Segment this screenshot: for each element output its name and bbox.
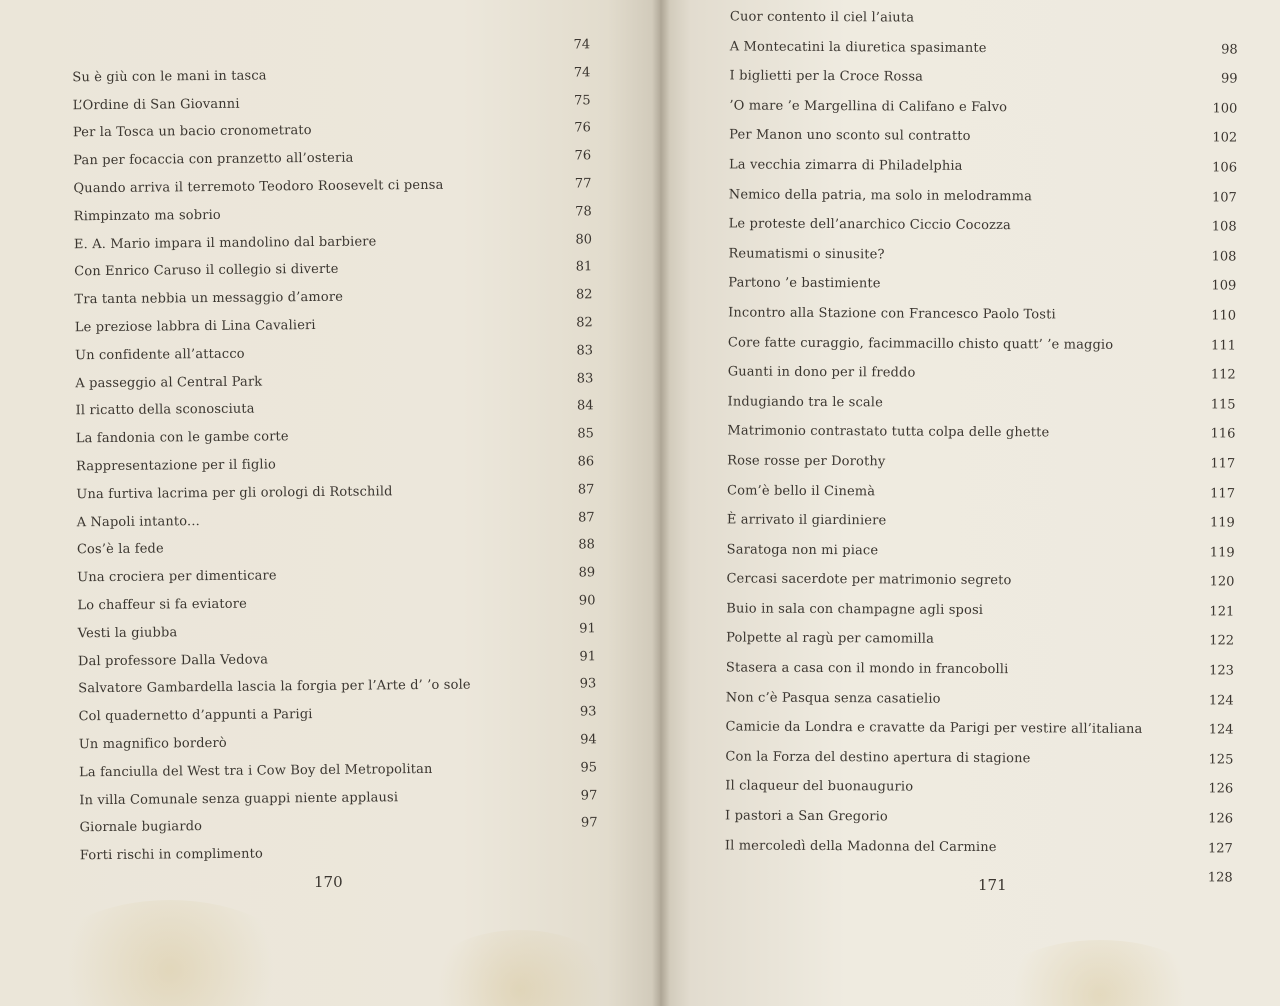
toc-entry-page: 83 xyxy=(576,343,594,359)
toc-entry-page: 91 xyxy=(579,621,596,637)
toc-entry xyxy=(660,61,1280,94)
toc-entry-title: Le proteste dell’anarchico Ciccio Cocozza xyxy=(728,216,1012,234)
toc-entry-title: Nemico della patria, ma solo in melodramma xyxy=(728,186,1033,204)
toc-entry-page: 116 xyxy=(1210,426,1236,442)
toc-entry xyxy=(660,120,1279,153)
toc-entry-title: Tra tanta nebbia un messaggio d’amore xyxy=(74,289,344,308)
toc-entry xyxy=(660,2,1280,35)
toc-entry-title: Le preziose labbra di Lina Cavalieri xyxy=(74,317,316,336)
toc-entry-page: 82 xyxy=(576,315,593,331)
toc-entry-title: Cuor contento il ciel l’aiuta xyxy=(729,9,915,26)
toc-entry xyxy=(660,535,1277,568)
toc-entry-page: 123 xyxy=(1209,663,1234,679)
toc-entry-title: È arrivato il giardiniere xyxy=(726,512,887,529)
toc-entry-page: 83 xyxy=(576,370,594,387)
right-page xyxy=(660,0,1280,1006)
toc-entry-page: 124 xyxy=(1208,722,1234,738)
toc-entry-page: 90 xyxy=(578,593,596,609)
toc-entry xyxy=(660,91,1279,124)
toc-entry xyxy=(660,860,1275,893)
toc-entry-page: 75 xyxy=(574,92,591,109)
toc-entry-title: Partono ’e bastimiente xyxy=(728,275,881,292)
toc-entry-page: 126 xyxy=(1208,781,1234,797)
toc-entry-page: 84 xyxy=(576,398,594,414)
toc-entry-title: A passeggio al Central Park xyxy=(75,374,263,391)
toc-entry xyxy=(660,564,1277,597)
toc-entry xyxy=(660,268,1278,301)
toc-entry-page: 99 xyxy=(1220,71,1238,87)
toc-entry xyxy=(660,32,1280,65)
toc-entry-title: Lo chaffeur si fa eviatore xyxy=(77,596,248,614)
toc-entry-page: 108 xyxy=(1211,249,1237,265)
toc-entry-page: 102 xyxy=(1212,130,1238,146)
toc-entry-title: Con la Forza del destino apertura di stagione xyxy=(725,749,1031,767)
toc-entry-title: Salvatore Gambardella lascia la forgia per l’Arte d’ ’o sole xyxy=(78,677,471,697)
toc-entry xyxy=(660,298,1278,331)
page-number: 170 xyxy=(314,873,343,891)
toc-entry-title: A Napoli intanto... xyxy=(76,513,200,530)
table-of-contents-right xyxy=(660,2,1280,894)
toc-entry-title: Incontro alla Stazione con Francesco Paolo Tosti xyxy=(728,305,1056,323)
toc-entry xyxy=(660,594,1276,627)
toc-entry-page xyxy=(538,837,598,838)
toc-entry-title: I pastori a San Gregorio xyxy=(724,808,888,825)
toc-entry-page: 115 xyxy=(1210,397,1236,413)
toc-entry-title: Un magnifico borderò xyxy=(78,735,227,753)
toc-entry-title: Per la Tosca un bacio cronometrato xyxy=(72,123,312,141)
toc-entry-page: 109 xyxy=(1211,278,1237,294)
toc-entry-title: Dal professore Dalla Vedova xyxy=(77,651,269,669)
paper-stain xyxy=(420,930,620,1006)
toc-entry xyxy=(660,623,1276,656)
toc-entry-title: Una furtiva lacrima per gli orologi di Rotschild xyxy=(76,484,393,503)
toc-entry-title: ’O mare ’e Margellina di Califano e Falvo xyxy=(729,98,1008,115)
toc-entry-page: 76 xyxy=(574,120,591,136)
toc-entry-page: 86 xyxy=(577,454,595,470)
toc-entry xyxy=(660,416,1277,449)
toc-entry-title: Indugiando tra le scale xyxy=(727,394,884,411)
table-of-contents-left xyxy=(0,31,660,871)
toc-entry-page: 87 xyxy=(577,482,595,498)
toc-entry-title: Pan per focaccia con pranzetto all’osteria xyxy=(73,150,354,169)
toc-entry-title: E. A. Mario impara il mandolino dal barbiere xyxy=(73,233,377,252)
toc-entry-page: 120 xyxy=(1209,574,1235,590)
toc-entry xyxy=(660,831,1275,864)
toc-entry-title: Camicie da Londra e cravatte da Parigi per vestire all’italiana xyxy=(725,719,1143,738)
toc-entry-page: 76 xyxy=(574,148,592,164)
paper-stain xyxy=(40,900,300,1006)
toc-entry-title: Guanti in dono per il freddo xyxy=(727,364,916,381)
toc-entry xyxy=(660,180,1279,213)
toc-entry-page: 106 xyxy=(1212,160,1238,176)
toc-entry-title: Il claqueur del buonaugurio xyxy=(725,778,914,795)
toc-entry-page: 98 xyxy=(1221,42,1238,58)
toc-entry-title: Col quadernetto d’appunti a Parigi xyxy=(78,707,313,725)
toc-entry-title: Core fatte curaggio, facimmacillo chisto quatt’ ’e maggio xyxy=(727,334,1114,353)
toc-entry-title: Reumatismi o sinusite? xyxy=(728,246,885,263)
toc-entry xyxy=(660,150,1279,183)
toc-entry-title: La fanciulla del West tra i Cow Boy del Metropolitan xyxy=(78,761,433,780)
toc-entry-title: Vesti la giubba xyxy=(77,625,178,642)
toc-entry-title: In villa Comunale senza guappi niente applausi xyxy=(79,789,399,808)
toc-entry-title: Per Manon uno sconto sul contratto xyxy=(729,127,971,145)
toc-entry xyxy=(660,475,1277,508)
toc-entry-title: Forti rischi in complimento xyxy=(79,846,264,864)
toc-entry-page: 88 xyxy=(578,537,595,553)
toc-entry-page: 80 xyxy=(575,231,593,248)
toc-entry-page: 117 xyxy=(1210,485,1236,502)
toc-entry-title: La fandonia con le gambe corte xyxy=(75,429,289,447)
toc-entry-title: Non c’è Pasqua senza casatielio xyxy=(725,690,941,707)
toc-entry-title: Cos’è la fede xyxy=(76,541,164,558)
toc-entry-page: 94 xyxy=(580,732,597,748)
toc-entry-title: Una crociera per dimenticare xyxy=(77,568,277,586)
toc-entry xyxy=(660,712,1276,745)
toc-entry-page: 119 xyxy=(1209,515,1235,531)
toc-entry-page: 107 xyxy=(1211,189,1237,206)
toc-entry-page: 97 xyxy=(580,787,598,803)
toc-entry-title: Rose rosse per Dorothy xyxy=(727,453,886,470)
toc-entry-page: 127 xyxy=(1207,840,1233,857)
toc-entry xyxy=(660,446,1277,479)
toc-entry-title: Com’è bello il Cinemà xyxy=(726,482,876,499)
toc-entry xyxy=(8,837,660,871)
toc-entry-title: L’Ordine di San Giovanni xyxy=(72,96,240,113)
toc-entry-page: 100 xyxy=(1212,101,1238,117)
toc-entry-page: 119 xyxy=(1209,545,1235,561)
toc-entry xyxy=(660,387,1278,420)
toc-entry xyxy=(660,771,1275,804)
toc-entry-page: 124 xyxy=(1208,693,1234,709)
toc-entry xyxy=(660,239,1279,272)
toc-entry-title: Quando arriva il terremoto Teodoro Roosevelt ci pensa xyxy=(73,177,444,197)
toc-entry-page: 121 xyxy=(1209,604,1235,620)
toc-entry-page: 117 xyxy=(1210,456,1236,472)
toc-entry xyxy=(660,683,1276,716)
toc-entry-page: 82 xyxy=(575,287,593,303)
toc-entry-page: 87 xyxy=(578,509,595,526)
page-number: 171 xyxy=(978,876,1007,894)
toc-entry-title: Cercasi sacerdote per matrimonio segreto xyxy=(726,571,1012,589)
toc-entry-page: 126 xyxy=(1208,811,1234,827)
toc-entry-page: 122 xyxy=(1209,633,1235,649)
toc-entry-title: Giornale bugiardo xyxy=(79,819,203,836)
toc-entry-page: 91 xyxy=(579,648,597,664)
paper-stain xyxy=(990,940,1210,1006)
toc-entry-title: Rappresentazione per il figlio xyxy=(76,457,277,475)
toc-entry-page: 74 xyxy=(573,65,591,81)
toc-entry-title: Su è giù con le mani in tasca xyxy=(72,68,267,86)
toc-entry-page: 85 xyxy=(577,426,594,442)
toc-entry-page: 95 xyxy=(580,760,598,776)
toc-entry-title: Un confidente all’attacco xyxy=(74,346,245,364)
toc-entry xyxy=(660,505,1277,538)
toc-entry-title: Polpette al ragù per camomilla xyxy=(726,630,935,648)
toc-entry-title: Con Enrico Caruso il collegio si diverte xyxy=(74,262,339,280)
toc-entry-title: I biglietti per la Croce Rossa xyxy=(729,68,924,85)
toc-entry-title: A Montecatini la diuretica spasimante xyxy=(729,39,987,56)
toc-entry xyxy=(660,801,1275,834)
book-gutter xyxy=(652,0,670,1006)
toc-entry-page: 125 xyxy=(1208,752,1234,768)
toc-entry-title: Matrimonio contrastato tutta colpa delle ghette xyxy=(727,423,1050,441)
toc-entry-title: Stasera a casa con il mondo in francobolli xyxy=(725,660,1009,678)
toc-entry-page: 112 xyxy=(1210,367,1236,383)
toc-entry-page: 97 xyxy=(580,815,598,831)
toc-entry-title: Rimpinzato ma sobrio xyxy=(73,207,221,225)
toc-entry-title: Buio in sala con champagne agli sposi xyxy=(726,601,984,618)
toc-entry xyxy=(660,328,1278,361)
toc-entry-page: 108 xyxy=(1211,219,1237,235)
toc-entry xyxy=(660,653,1276,686)
toc-entry-page: 74 xyxy=(573,37,591,53)
toc-entry-title: Il mercoledì della Madonna del Carmine xyxy=(724,838,997,855)
toc-entry-title: Saratoga non mi piace xyxy=(726,542,879,559)
toc-entry xyxy=(660,357,1278,390)
toc-entry-page: 128 xyxy=(1207,870,1233,886)
toc-entry-page: 89 xyxy=(578,565,596,581)
toc-entry xyxy=(660,209,1279,242)
toc-entry-page: 110 xyxy=(1211,308,1237,324)
toc-entry xyxy=(660,742,1275,775)
toc-entry-page: 77 xyxy=(574,176,592,192)
toc-entry-page: 78 xyxy=(575,204,592,220)
toc-entry-title: La vecchia zimarra di Philadelphia xyxy=(728,157,963,174)
toc-entry-page: 111 xyxy=(1211,337,1236,354)
toc-entry-page: 93 xyxy=(579,676,597,692)
toc-entry-page: 81 xyxy=(575,259,593,275)
toc-entry-title: Il ricatto della sconosciuta xyxy=(75,401,255,419)
toc-entry-page: 93 xyxy=(579,704,597,720)
